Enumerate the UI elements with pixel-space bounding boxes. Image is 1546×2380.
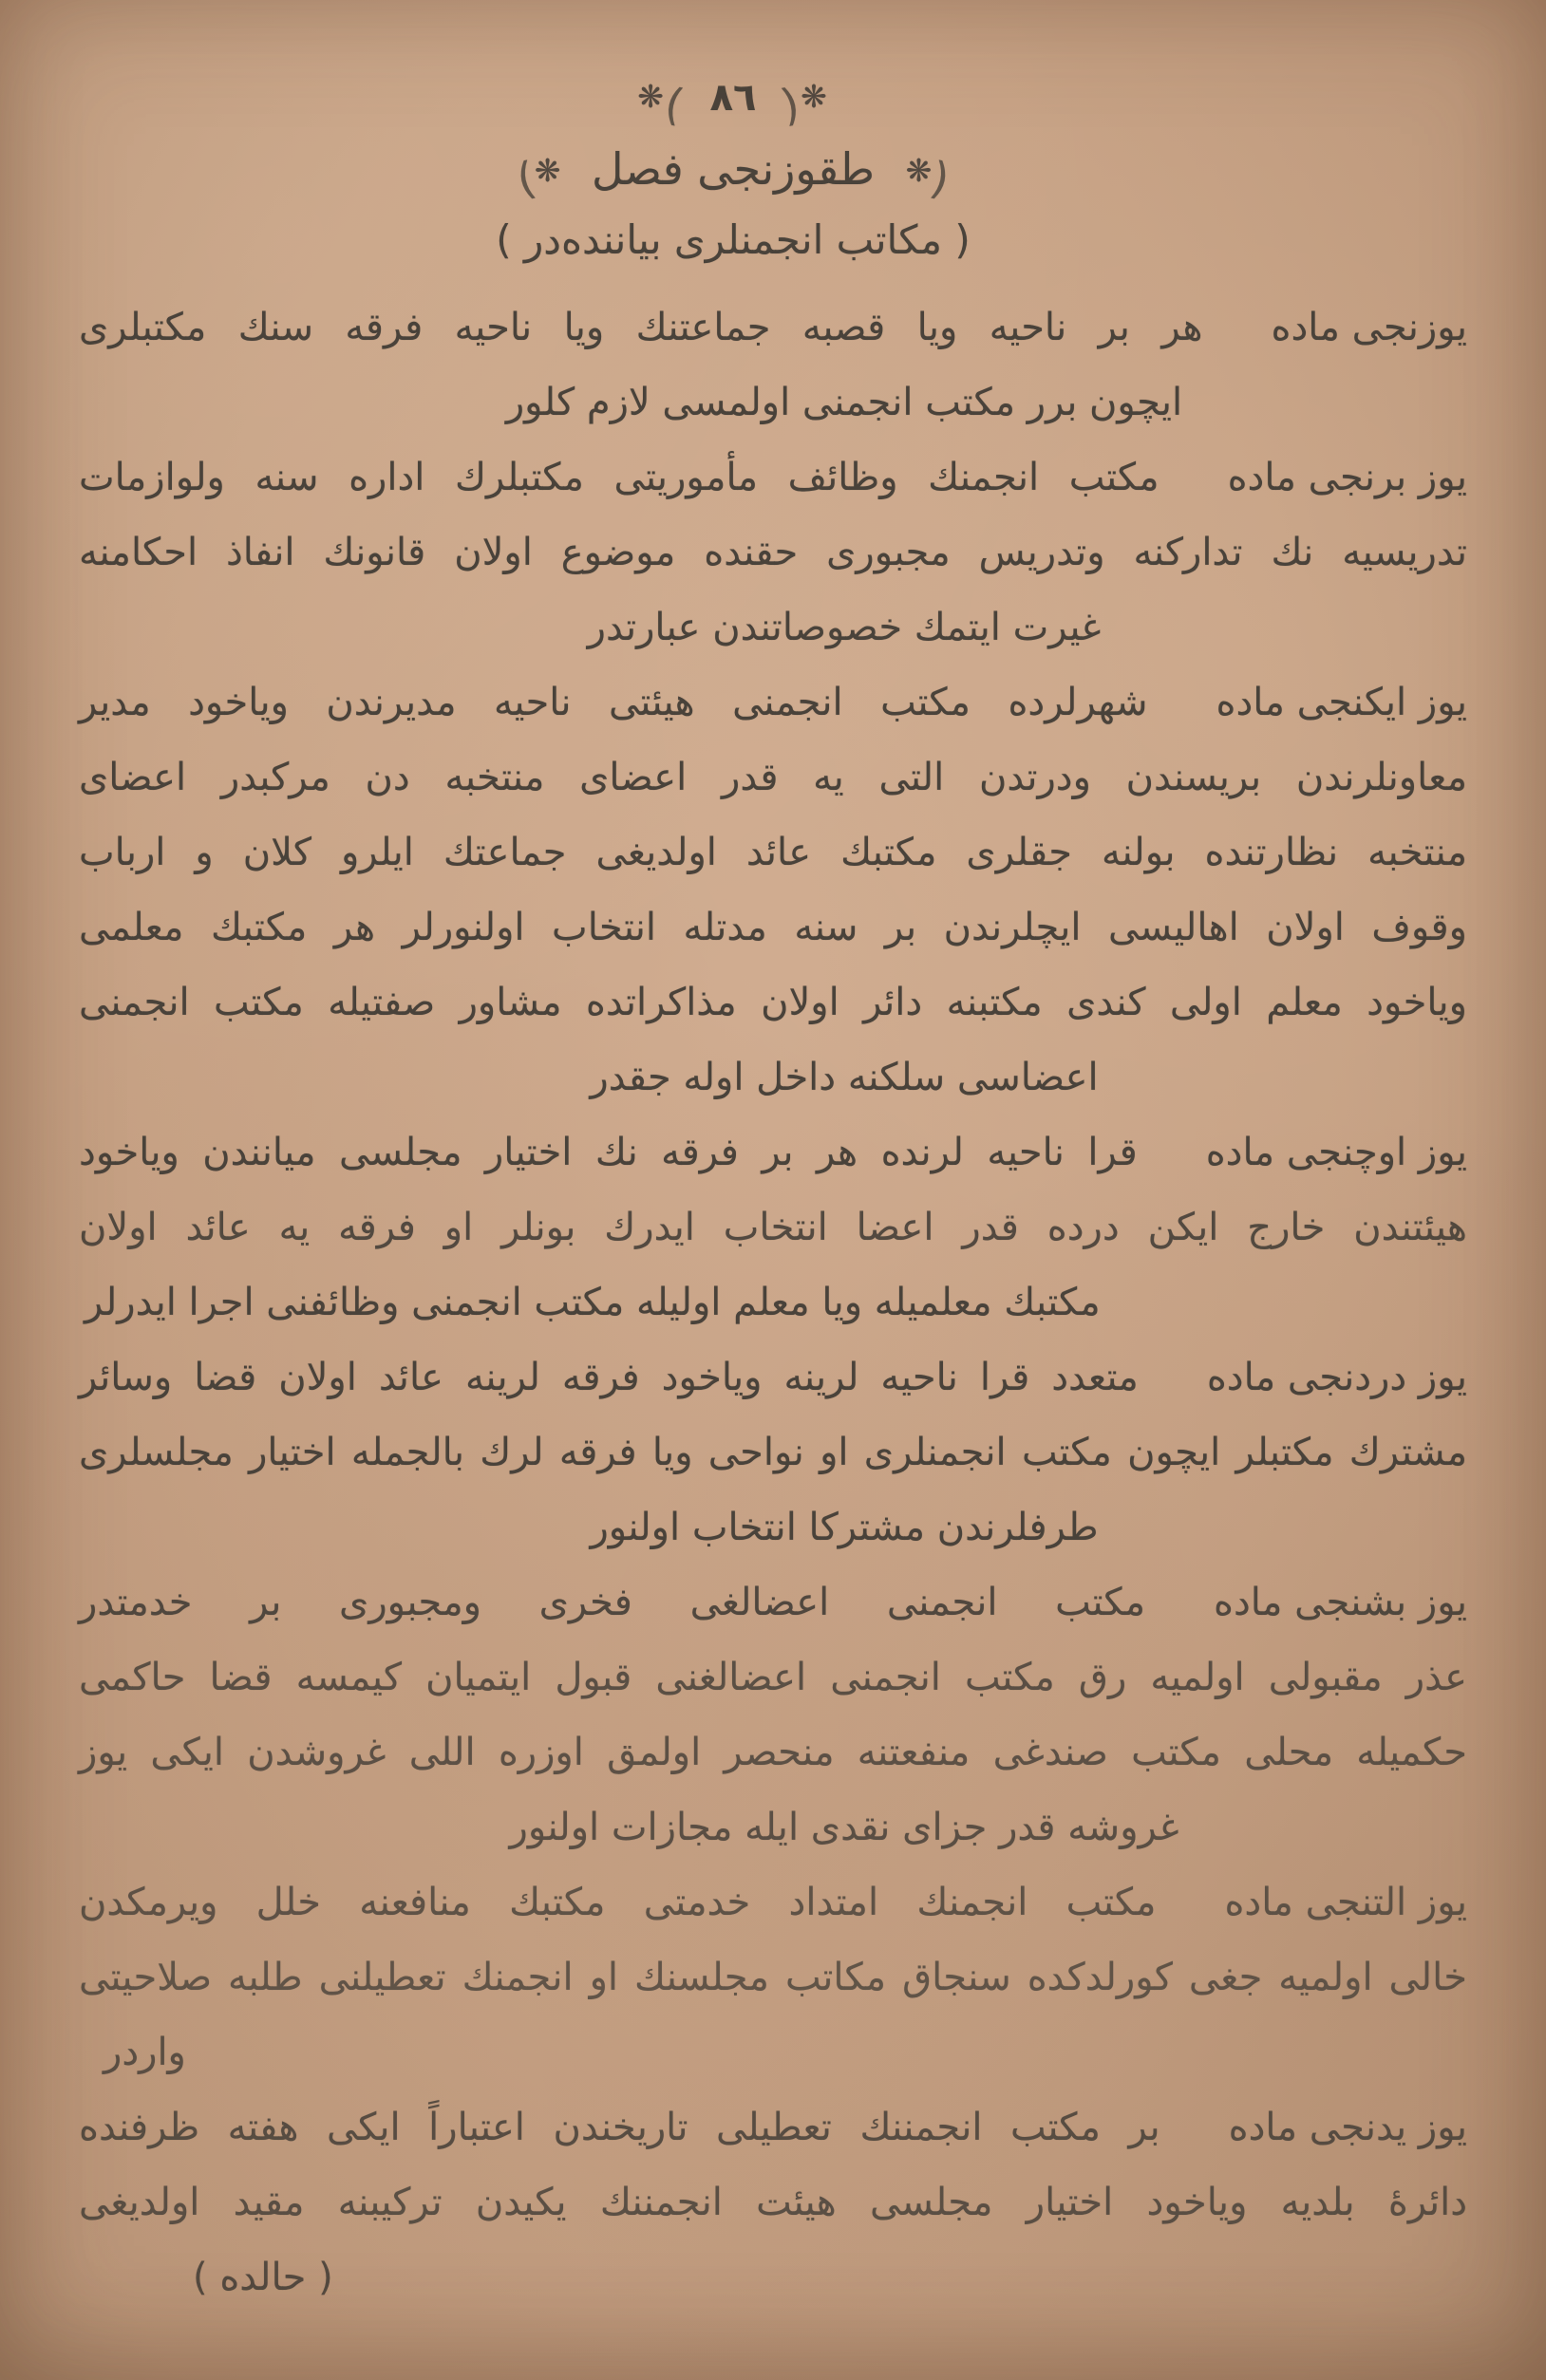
catchword: ( حالده ) [193,2256,333,2299]
text-line [79,2090,1467,2165]
article-label: يوز دردنجى ماده [1206,1356,1467,1399]
article-text: شهرلرده مكتب انجمنى هيئتى ناحيه مديرندن وياخود مدير [79,681,1148,724]
page-number-line [0,55,1506,135]
chapter-title: طقوزنجى فصل [591,143,876,195]
rosette-icon: ❋ [801,78,829,115]
ornament-paren-icon: ) [776,77,806,132]
text-line: وقوف اولان اهاليسى ايچلرندن بر سنه مدتله انتخاب اولنورلر هر مكتبك معلمى [79,906,1467,949]
text-line: هيئتندن خارج ايكن درده قدر اعضا انتخاب ايدرك بونلر او فرقه يه عائد اولان [79,1206,1467,1249]
rosette-icon: ❋ [905,152,933,189]
article-label: يوز ايكنجى ماده [1216,681,1467,724]
text-line: عذر مقبولى اولميه رق مكتب انجمنى اعضالغنى قبول ايتميان كيمسه قضا حاكمى [79,1656,1467,1699]
article-text: هر بر ناحيه ويا قصبه جماعتنك ويا ناحيه فرقه سنك مكتبلرى [79,306,1203,349]
article-text: مكتب انجمنك وظائف مأموريتى مكتبلرك اداره سنه ولوازمات [79,456,1160,499]
article-label: يوز اوچنجى ماده [1205,1131,1467,1174]
article-label: يوزنجى ماده [1271,306,1467,349]
text-line [79,1565,1467,1640]
text-line: واردر [104,2031,186,2074]
text-line: خالى اولميه جغى كورلدكده سنجاق مكاتب مجلسنك او انجمنك تعطيلنى طلبه صلاحيتى [79,1956,1467,1999]
text-line: تدريسيه نك تداركنه وتدريس مجبورى حقنده موضوع اولان قانونك انفاذ احكامنه [79,531,1467,574]
page-number: ٨٦ [709,76,757,120]
text-line [79,665,1467,740]
page-header [0,0,1506,277]
ornament-paren-icon: ( [512,151,540,206]
page-body [0,277,1546,2315]
article-text: مكتب انجمنك امتداد خدمتى مكتبك منافعنه خلل ويرمكدن [79,1881,1157,1924]
article-text: متعدد قرا ناحيه لرينه وياخود فرقه لرينه عائد اولان قضا وسائر [79,1356,1139,1399]
text-line: مكتبك معلميله ويا معلم اوليله مكتب انجمنى وظائفنى اجرا ايدرلر [85,1281,1101,1324]
rosette-icon: ❋ [534,152,561,189]
article-label: يوز التنجى ماده [1224,1881,1467,1924]
article-label: يوز يدنجى ماده [1228,2106,1467,2149]
text-line: وياخود معلم اولى كندى مكتبنه دائر اولان مذاكراتده مشاور صفتيله مكتب انجمنى [79,981,1467,1024]
ornament-paren-icon: ) [926,151,954,206]
text-line: معاونلرندن بريسندن ودرتدن التى يه قدر اعضاى منتخبه دن مركبدر اعضاى [79,756,1467,799]
article-text: بر مكتب انجمننك تعطيلى تاريخندن اعتباراً ايكى هفته ظرفنده [79,2106,1160,2149]
text-line: مشترك مكتبلر ايچون مكتب انجمنلرى او نواحى ويا فرقه لرك بالجمله اختيار مجلسلرى [79,1431,1467,1474]
article-label: يوز برنجى ماده [1227,456,1467,499]
text-line: اعضاسى سلكنه داخل اوله جقدر [590,1056,1099,1099]
text-line [79,1865,1467,1940]
text-line: حكميله محلى مكتب صندغى منفعتنه منحصر اولمق اوزره اللى غروشدن ايكى يوز [79,1731,1467,1774]
text-line [79,1115,1467,1190]
article-text: قرا ناحيه لرنده هر بر فرقه نك اختيار مجلسى ميانندن وياخود [79,1131,1138,1174]
section-subtitle: ( مكاتب انجمنلرى بيانندەدر ) [496,216,971,263]
chapter-title-line [0,135,1506,206]
rosette-icon: ❋ [637,78,666,115]
text-line: غيرت ايتمك خصوصاتندن عبارتدر [587,606,1102,649]
text-line [79,290,1467,365]
article-label: يوز بشنجى ماده [1214,1581,1467,1624]
text-line [79,1340,1467,1415]
text-line [79,440,1467,515]
ornament-paren-icon: ( [660,77,690,132]
text-line: ايچون برر مكتب انجمنى اولمسى لازم كلور [505,381,1183,424]
article-text: مكتب انجمنى اعضالغى فخرى ومجبورى بر خدمتدر [79,1581,1146,1624]
text-line: منتخبه نظارتنده بولنه جقلرى مكتبك عائد اولديغى جماعتك ايلرو كلان و ارباب [79,831,1467,874]
text-line: دائرهٔ بلديه وياخود اختيار مجلسى هيئت انجمننك يكيدن تركيبنه مقيد اولديغى [79,2181,1467,2224]
text-line: غروشه قدر جزاى نقدى ايله مجازات اولنور [509,1806,1179,1849]
text-line: طرفلرندن مشتركا انتخاب اولنور [590,1506,1099,1549]
